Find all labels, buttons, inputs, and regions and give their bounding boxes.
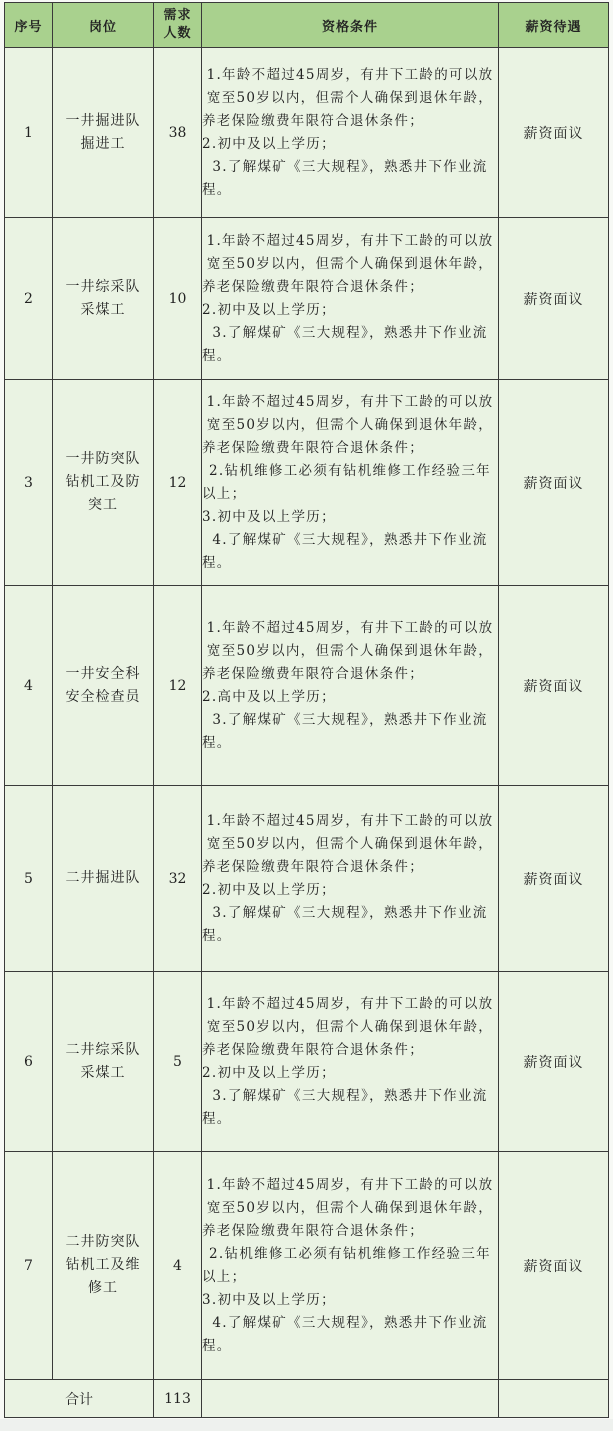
salary: 薪资面议: [499, 972, 609, 1152]
salary: 薪资面议: [499, 218, 609, 380]
table-body: [5, 48, 609, 1380]
position-name-line: 掘进工: [80, 135, 126, 152]
header-post: 岗位: [53, 3, 154, 48]
recruitment-table-container: [4, 2, 608, 1417]
requirement-item: 2.初中及以上学历；: [202, 135, 336, 152]
position-name-line: 采煤工: [80, 1064, 126, 1081]
salary: 薪资面议: [499, 380, 609, 586]
requirement-item: 2.高中及以上学历；: [202, 688, 336, 705]
position-name: [53, 972, 154, 1152]
requirement-item: 1.年龄不超过45周岁，有井下工龄的可以放宽至50岁以内，但需个人确保到退休年龄，养老保险缴费年限符合退休条件；: [202, 393, 494, 456]
row-number: 3: [5, 380, 53, 586]
header-salary: 薪资待遇: [499, 3, 609, 48]
position-name-line: 钻机工及防: [65, 474, 141, 490]
position-name: [53, 218, 154, 380]
position-name-line: 安全检查员: [65, 688, 141, 705]
salary: 薪资面议: [499, 586, 609, 786]
requirement-item: 4.了解煤矿《三大规程》，熟悉井下作业流程。: [202, 1314, 488, 1354]
requirement-item: 2.钻机维修工必须有钻机维修工作经验三年以上；: [202, 462, 491, 502]
position-name-line: 采煤工: [80, 301, 126, 318]
qualification-requirements: [202, 48, 499, 218]
recruitment-table: [4, 2, 609, 1418]
position-name-line: 二井防突队: [65, 1234, 141, 1250]
position-name-line: 二井综采队: [65, 1041, 141, 1058]
demand-count: 4: [154, 1152, 202, 1380]
table-row: [5, 48, 609, 218]
requirement-item: 3.初中及以上学历；: [202, 508, 336, 525]
requirement-item: 1.年龄不超过45周岁，有井下工龄的可以放宽至50岁以内，但需个人确保到退休年龄，养老保险缴费年限符合退休条件；: [202, 66, 494, 129]
position-name-line: 突工: [88, 497, 118, 513]
requirement-item: 1.年龄不超过45周岁，有井下工龄的可以放宽至50岁以内，但需个人确保到退休年龄，养老保险缴费年限符合退休条件；: [202, 995, 494, 1058]
header-demand: [154, 3, 202, 48]
requirement-item: 2.初中及以上学历；: [202, 881, 336, 898]
total-salary-empty: [499, 1380, 609, 1418]
total-label: 合计: [5, 1380, 154, 1418]
row-number: 6: [5, 972, 53, 1152]
requirement-item: 1.年龄不超过45周岁，有井下工龄的可以放宽至50岁以内，但需个人确保到退休年龄，养老保险缴费年限符合退休条件；: [202, 812, 494, 875]
table-header-row: [5, 3, 609, 48]
total-requirements-empty: [202, 1380, 499, 1418]
requirement-item: 1.年龄不超过45周岁，有井下工龄的可以放宽至50岁以内，但需个人确保到退休年龄，养老保险缴费年限符合退休条件；: [202, 232, 494, 295]
position-name: [53, 380, 154, 586]
requirement-item: 4.了解煤矿《三大规程》，熟悉井下作业流程。: [202, 531, 488, 571]
qualification-requirements: [202, 1152, 499, 1380]
requirement-item: 2.初中及以上学历；: [202, 1064, 336, 1081]
table-row: [5, 218, 609, 380]
salary: 薪资面议: [499, 48, 609, 218]
requirement-item: 3.初中及以上学历；: [202, 1291, 336, 1308]
row-number: 2: [5, 218, 53, 380]
position-name-line: 一井安全科: [65, 665, 141, 682]
demand-count: 10: [154, 218, 202, 380]
position-name-line: 二井掘进队: [65, 870, 141, 886]
requirement-item: 2.钻机维修工必须有钻机维修工作经验三年以上；: [202, 1245, 491, 1285]
total-row: [5, 1380, 609, 1418]
demand-count: 12: [154, 586, 202, 786]
demand-count: 5: [154, 972, 202, 1152]
page-bottom-band: [0, 1419, 613, 1431]
qualification-requirements: [202, 972, 499, 1152]
position-name-line: 钻机工及维: [65, 1257, 141, 1273]
position-name-line: 一井综采队: [65, 278, 141, 295]
qualification-requirements: [202, 380, 499, 586]
position-name: [53, 786, 154, 972]
total-count: 113: [154, 1380, 202, 1418]
qualification-requirements: [202, 218, 499, 380]
header-demand-line2: 人数: [163, 26, 192, 41]
position-name: [53, 1152, 154, 1380]
table-row: [5, 586, 609, 786]
position-name: [53, 586, 154, 786]
row-number: 4: [5, 586, 53, 786]
position-name-line: 一井掘进队: [65, 112, 141, 129]
salary: 薪资面议: [499, 786, 609, 972]
row-number: 1: [5, 48, 53, 218]
table-row: [5, 380, 609, 586]
requirement-item: 1.年龄不超过45周岁，有井下工龄的可以放宽至50岁以内，但需个人确保到退休年龄，养老保险缴费年限符合退休条件；: [202, 1176, 494, 1239]
requirement-item: 2.初中及以上学历；: [202, 301, 336, 318]
salary: 薪资面议: [499, 1152, 609, 1380]
requirement-item: 3.了解煤矿《三大规程》，熟悉井下作业流程。: [202, 904, 488, 944]
qualification-requirements: [202, 786, 499, 972]
table-row: [5, 786, 609, 972]
row-number: 5: [5, 786, 53, 972]
position-name-line: 修工: [88, 1280, 118, 1296]
table-row: [5, 1152, 609, 1380]
position-name: [53, 48, 154, 218]
header-no: 序号: [5, 3, 53, 48]
requirement-item: 3.了解煤矿《三大规程》，熟悉井下作业流程。: [202, 158, 488, 198]
qualification-requirements: [202, 586, 499, 786]
requirement-item: 1.年龄不超过45周岁，有井下工龄的可以放宽至50岁以内，但需个人确保到退休年龄，养老保险缴费年限符合退休条件；: [202, 619, 494, 682]
demand-count: 38: [154, 48, 202, 218]
header-requirements: 资格条件: [202, 3, 499, 48]
demand-count: 32: [154, 786, 202, 972]
demand-count: 12: [154, 380, 202, 586]
row-number: 7: [5, 1152, 53, 1380]
requirement-item: 3.了解煤矿《三大规程》，熟悉井下作业流程。: [202, 711, 488, 751]
requirement-item: 3.了解煤矿《三大规程》，熟悉井下作业流程。: [202, 324, 488, 364]
table-row: [5, 972, 609, 1152]
header-demand-line1: 需求: [163, 8, 192, 23]
position-name-line: 一井防突队: [65, 451, 141, 467]
requirement-item: 3.了解煤矿《三大规程》，熟悉井下作业流程。: [202, 1087, 488, 1127]
